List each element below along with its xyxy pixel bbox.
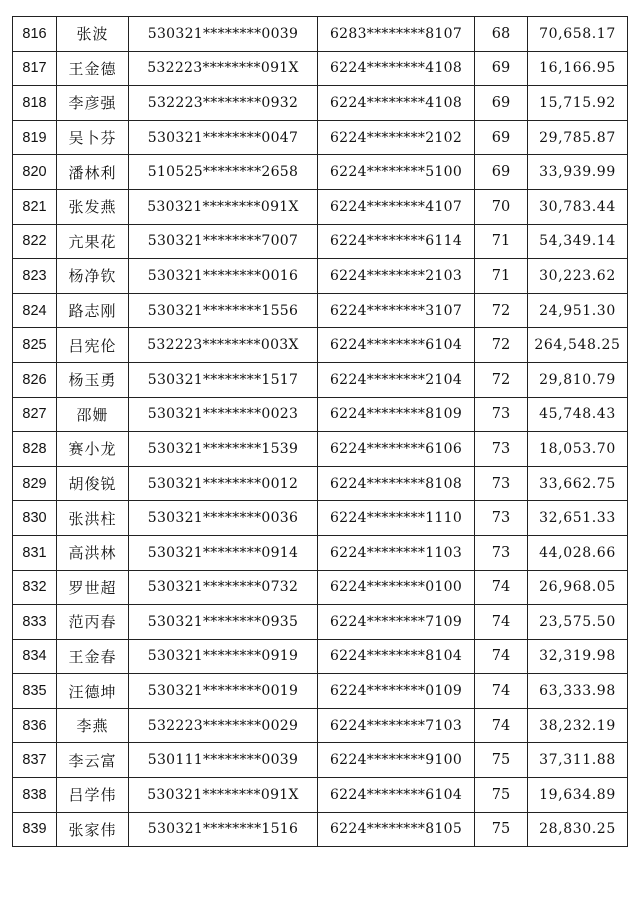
table-row <box>13 17 628 52</box>
name-cell: 张家伟 <box>57 812 129 847</box>
account-number-cell: 6224********8108 <box>318 466 475 501</box>
amount-cell: 32,319.98 <box>528 639 628 674</box>
id-number-cell: 530321********0919 <box>129 639 318 674</box>
table-row <box>13 674 628 709</box>
row-number-cell: 820 <box>13 155 57 190</box>
name-cell: 李云富 <box>57 743 129 778</box>
amount-cell: 32,651.33 <box>528 501 628 536</box>
amount-cell: 15,715.92 <box>528 86 628 121</box>
row-number-cell: 823 <box>13 259 57 294</box>
account-number-cell: 6224********1110 <box>318 501 475 536</box>
account-number-cell: 6224********6106 <box>318 432 475 467</box>
row-number-cell: 826 <box>13 362 57 397</box>
id-number-cell: 530321********091X <box>129 189 318 224</box>
amount-cell: 264,548.25 <box>528 328 628 363</box>
row-number-cell: 822 <box>13 224 57 259</box>
name-cell: 吴卜芬 <box>57 120 129 155</box>
name-cell: 吕宪伦 <box>57 328 129 363</box>
id-number-cell: 530321********7007 <box>129 224 318 259</box>
table-row <box>13 639 628 674</box>
table-row <box>13 189 628 224</box>
amount-cell: 30,783.44 <box>528 189 628 224</box>
row-number-cell: 839 <box>13 812 57 847</box>
name-cell: 张波 <box>57 17 129 52</box>
table-row <box>13 501 628 536</box>
account-number-cell: 6224********4108 <box>318 51 475 86</box>
id-number-cell: 530321********0012 <box>129 466 318 501</box>
amount-cell: 45,748.43 <box>528 397 628 432</box>
amount-cell: 38,232.19 <box>528 708 628 743</box>
age-cell: 75 <box>475 778 528 813</box>
account-number-cell: 6224********7109 <box>318 605 475 640</box>
name-cell: 张发燕 <box>57 189 129 224</box>
name-cell: 杨玉勇 <box>57 362 129 397</box>
amount-cell: 23,575.50 <box>528 605 628 640</box>
age-cell: 73 <box>475 535 528 570</box>
id-number-cell: 530321********0016 <box>129 259 318 294</box>
age-cell: 72 <box>475 362 528 397</box>
age-cell: 69 <box>475 155 528 190</box>
age-cell: 75 <box>475 812 528 847</box>
account-number-cell: 6224********4108 <box>318 86 475 121</box>
age-cell: 70 <box>475 189 528 224</box>
name-cell: 高洪林 <box>57 535 129 570</box>
name-cell: 亢果花 <box>57 224 129 259</box>
name-cell: 吕学伟 <box>57 778 129 813</box>
account-number-cell: 6224********2102 <box>318 120 475 155</box>
name-cell: 潘林利 <box>57 155 129 190</box>
age-cell: 74 <box>475 674 528 709</box>
age-cell: 75 <box>475 743 528 778</box>
account-number-cell: 6224********1103 <box>318 535 475 570</box>
age-cell: 74 <box>475 605 528 640</box>
account-number-cell: 6224********2104 <box>318 362 475 397</box>
table-row <box>13 224 628 259</box>
account-number-cell: 6224********0100 <box>318 570 475 605</box>
account-number-cell: 6224********0109 <box>318 674 475 709</box>
id-number-cell: 530321********0019 <box>129 674 318 709</box>
name-cell: 李彦强 <box>57 86 129 121</box>
row-number-cell: 828 <box>13 432 57 467</box>
amount-cell: 18,053.70 <box>528 432 628 467</box>
amount-cell: 44,028.66 <box>528 535 628 570</box>
name-cell: 王金春 <box>57 639 129 674</box>
amount-cell: 29,785.87 <box>528 120 628 155</box>
account-number-cell: 6224********4107 <box>318 189 475 224</box>
id-number-cell: 530321********0732 <box>129 570 318 605</box>
table-row <box>13 570 628 605</box>
row-number-cell: 824 <box>13 293 57 328</box>
amount-cell: 37,311.88 <box>528 743 628 778</box>
row-number-cell: 825 <box>13 328 57 363</box>
amount-cell: 29,810.79 <box>528 362 628 397</box>
amount-cell: 16,166.95 <box>528 51 628 86</box>
account-number-cell: 6224********7103 <box>318 708 475 743</box>
age-cell: 73 <box>475 432 528 467</box>
row-number-cell: 816 <box>13 17 57 52</box>
amount-cell: 24,951.30 <box>528 293 628 328</box>
age-cell: 71 <box>475 259 528 294</box>
age-cell: 71 <box>475 224 528 259</box>
age-cell: 72 <box>475 328 528 363</box>
table-row <box>13 535 628 570</box>
name-cell: 罗世超 <box>57 570 129 605</box>
row-number-cell: 821 <box>13 189 57 224</box>
row-number-cell: 819 <box>13 120 57 155</box>
id-number-cell: 530321********1516 <box>129 812 318 847</box>
row-number-cell: 836 <box>13 708 57 743</box>
table-row <box>13 51 628 86</box>
row-number-cell: 838 <box>13 778 57 813</box>
table-row <box>13 155 628 190</box>
id-number-cell: 530111********0039 <box>129 743 318 778</box>
roster-table <box>12 16 628 847</box>
table-row <box>13 605 628 640</box>
id-number-cell: 530321********091X <box>129 778 318 813</box>
id-number-cell: 510525********2658 <box>129 155 318 190</box>
account-number-cell: 6224********8104 <box>318 639 475 674</box>
id-number-cell: 532223********0932 <box>129 86 318 121</box>
row-number-cell: 835 <box>13 674 57 709</box>
row-number-cell: 831 <box>13 535 57 570</box>
table-row <box>13 708 628 743</box>
id-number-cell: 530321********1517 <box>129 362 318 397</box>
id-number-cell: 530321********0039 <box>129 17 318 52</box>
age-cell: 69 <box>475 120 528 155</box>
amount-cell: 63,333.98 <box>528 674 628 709</box>
id-number-cell: 532223********003X <box>129 328 318 363</box>
name-cell: 范丙春 <box>57 605 129 640</box>
row-number-cell: 818 <box>13 86 57 121</box>
age-cell: 74 <box>475 708 528 743</box>
account-number-cell: 6224********8109 <box>318 397 475 432</box>
table-row <box>13 432 628 467</box>
account-number-cell: 6224********3107 <box>318 293 475 328</box>
name-cell: 赛小龙 <box>57 432 129 467</box>
account-number-cell: 6283********8107 <box>318 17 475 52</box>
row-number-cell: 827 <box>13 397 57 432</box>
age-cell: 69 <box>475 51 528 86</box>
name-cell: 张洪柱 <box>57 501 129 536</box>
name-cell: 王金德 <box>57 51 129 86</box>
table-row <box>13 259 628 294</box>
name-cell: 邵姗 <box>57 397 129 432</box>
age-cell: 73 <box>475 397 528 432</box>
table-row <box>13 328 628 363</box>
age-cell: 72 <box>475 293 528 328</box>
age-cell: 74 <box>475 639 528 674</box>
amount-cell: 54,349.14 <box>528 224 628 259</box>
amount-cell: 19,634.89 <box>528 778 628 813</box>
id-number-cell: 530321********0023 <box>129 397 318 432</box>
id-number-cell: 532223********091X <box>129 51 318 86</box>
row-number-cell: 817 <box>13 51 57 86</box>
id-number-cell: 530321********0047 <box>129 120 318 155</box>
row-number-cell: 833 <box>13 605 57 640</box>
row-number-cell: 834 <box>13 639 57 674</box>
id-number-cell: 530321********0036 <box>129 501 318 536</box>
age-cell: 73 <box>475 501 528 536</box>
amount-cell: 26,968.05 <box>528 570 628 605</box>
table-row <box>13 293 628 328</box>
table-row <box>13 743 628 778</box>
row-number-cell: 832 <box>13 570 57 605</box>
row-number-cell: 830 <box>13 501 57 536</box>
account-number-cell: 6224********9100 <box>318 743 475 778</box>
amount-cell: 30,223.62 <box>528 259 628 294</box>
roster-table-body <box>13 17 628 847</box>
id-number-cell: 530321********0914 <box>129 535 318 570</box>
name-cell: 汪德坤 <box>57 674 129 709</box>
table-row <box>13 86 628 121</box>
amount-cell: 33,662.75 <box>528 466 628 501</box>
account-number-cell: 6224********6104 <box>318 328 475 363</box>
age-cell: 69 <box>475 86 528 121</box>
name-cell: 胡俊锐 <box>57 466 129 501</box>
amount-cell: 28,830.25 <box>528 812 628 847</box>
amount-cell: 33,939.99 <box>528 155 628 190</box>
account-number-cell: 6224********6104 <box>318 778 475 813</box>
age-cell: 73 <box>475 466 528 501</box>
amount-cell: 70,658.17 <box>528 17 628 52</box>
account-number-cell: 6224********2103 <box>318 259 475 294</box>
table-row <box>13 778 628 813</box>
row-number-cell: 837 <box>13 743 57 778</box>
account-number-cell: 6224********5100 <box>318 155 475 190</box>
name-cell: 路志刚 <box>57 293 129 328</box>
id-number-cell: 530321********1539 <box>129 432 318 467</box>
table-row <box>13 812 628 847</box>
table-row <box>13 397 628 432</box>
age-cell: 74 <box>475 570 528 605</box>
row-number-cell: 829 <box>13 466 57 501</box>
id-number-cell: 530321********0935 <box>129 605 318 640</box>
account-number-cell: 6224********6114 <box>318 224 475 259</box>
account-number-cell: 6224********8105 <box>318 812 475 847</box>
id-number-cell: 532223********0029 <box>129 708 318 743</box>
age-cell: 68 <box>475 17 528 52</box>
table-row <box>13 466 628 501</box>
name-cell: 杨净钦 <box>57 259 129 294</box>
name-cell: 李燕 <box>57 708 129 743</box>
table-row <box>13 120 628 155</box>
id-number-cell: 530321********1556 <box>129 293 318 328</box>
table-row <box>13 362 628 397</box>
